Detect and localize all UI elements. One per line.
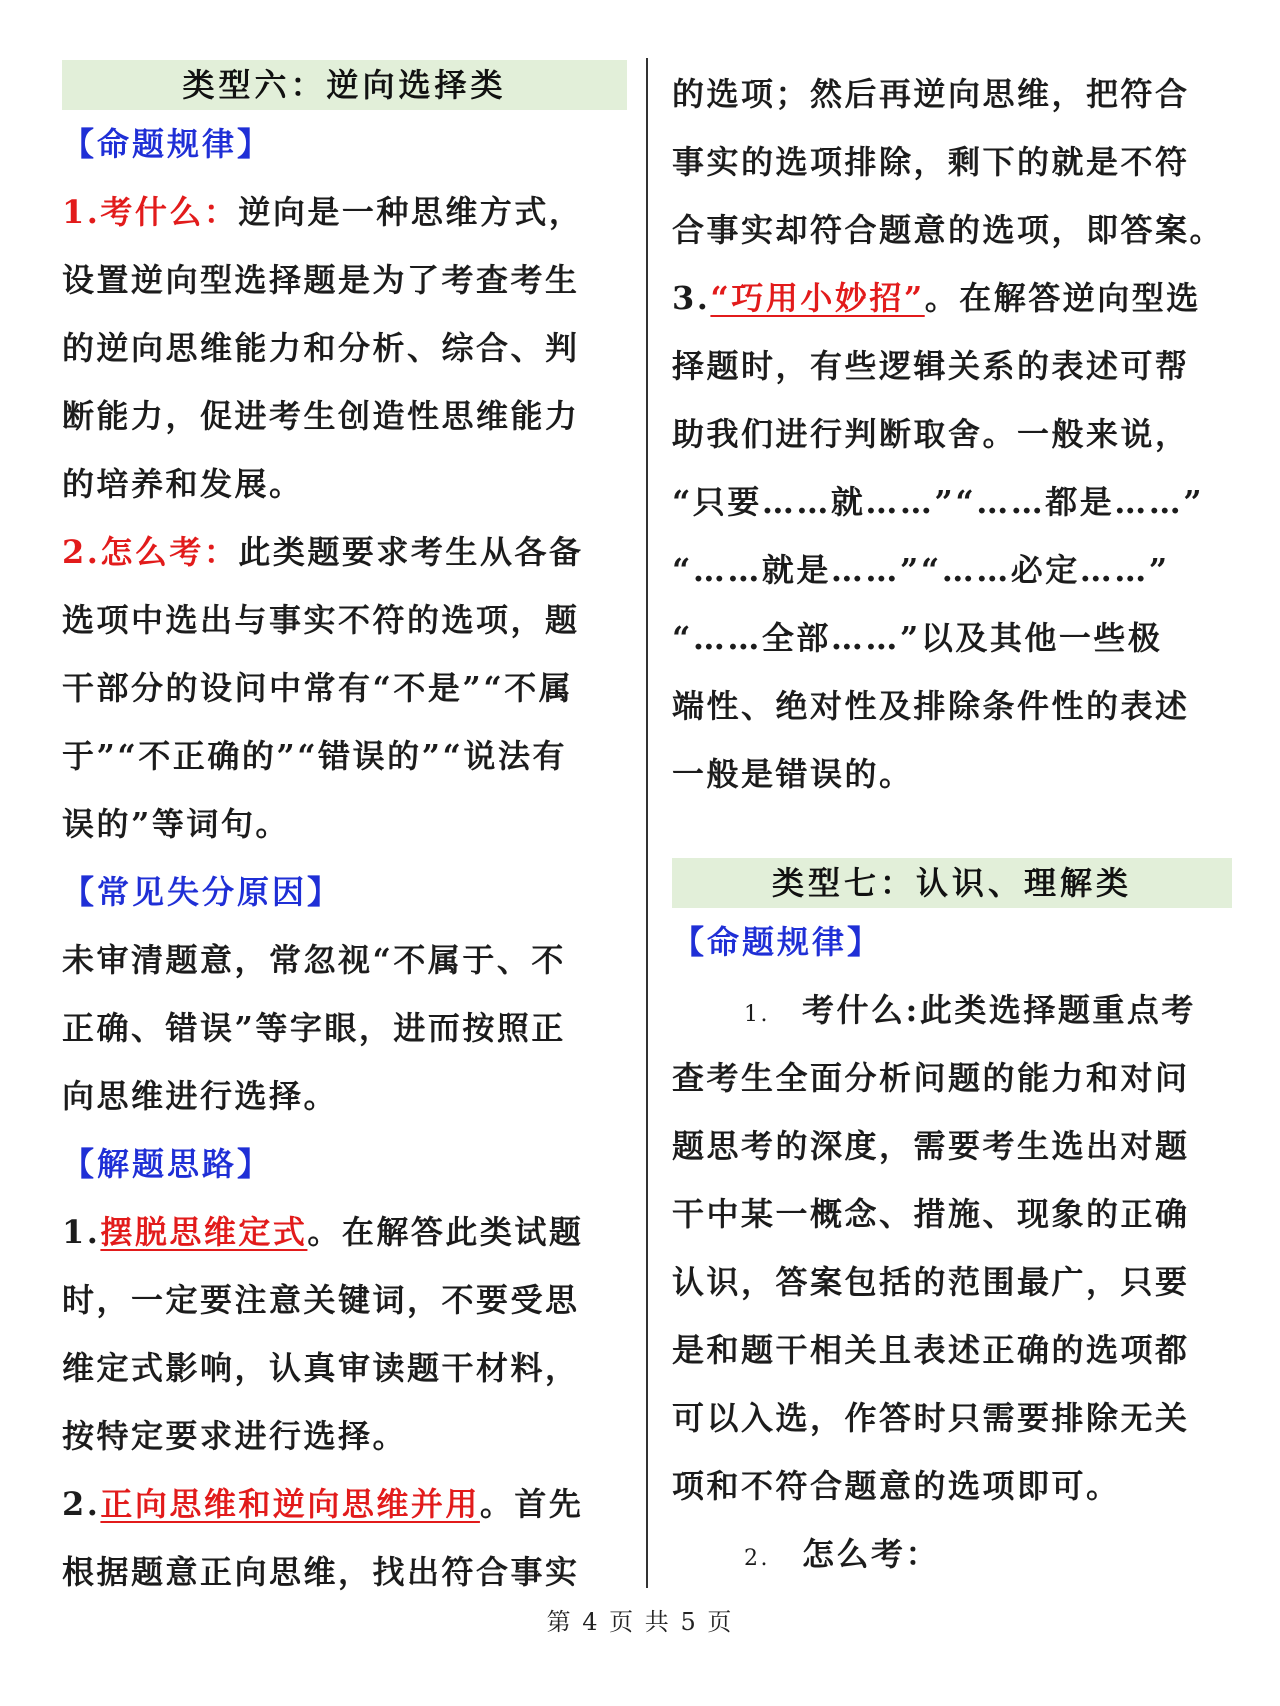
- paragraph-line: [62, 178, 627, 246]
- paragraph-line: [62, 1470, 627, 1538]
- column-divider: [646, 58, 648, 1588]
- left-column: [62, 60, 627, 1606]
- heading-mingti-guilv-2: 【命题规律】: [672, 923, 883, 961]
- text: 。在解答此类试题: [307, 1213, 584, 1251]
- paragraph-line: 根据题意正向思维，找出符合事实: [62, 1553, 580, 1591]
- paragraph-line: “……就是……”“……必定……”: [672, 551, 1170, 589]
- paragraph-line: “……全部……”以及其他一些极: [672, 619, 1163, 657]
- paragraph-line: 是和题干相关且表述正确的选项都: [672, 1331, 1190, 1369]
- list-number: 3.: [672, 279, 711, 317]
- section-banner-type6: 类型六：逆向选择类: [62, 60, 627, 110]
- paragraph-line: 题思考的深度，需要考生选出对题: [672, 1127, 1190, 1165]
- paragraph-line: 正确、错误”等字眼，进而按照正: [62, 1009, 566, 1047]
- paragraph-line: 按特定要求进行选择。: [62, 1417, 408, 1455]
- paragraph-line: 合事实却符合题意的选项，即答案。: [672, 211, 1225, 249]
- text: 此类题要求考生从各备: [238, 533, 584, 571]
- paragraph-line: [62, 518, 627, 586]
- paragraph-line: 于”“不正确的”“错误的”“说法有: [62, 737, 567, 775]
- right-column: [672, 60, 1232, 1588]
- paragraph-line: 向思维进行选择。: [62, 1077, 339, 1115]
- paragraph-line: 可以入选，作答时只需要排除无关: [672, 1399, 1190, 1437]
- key-phrase: 摆脱思维定式: [100, 1213, 308, 1251]
- paragraph-line: 设置逆向型选择题是为了考查考生: [62, 261, 580, 299]
- paragraph-line: 项和不符合题意的选项即可。: [672, 1467, 1121, 1505]
- paragraph-line: 端性、绝对性及排除条件性的表述: [672, 687, 1190, 725]
- section-banner-type7: 类型七：认识、理解类: [672, 858, 1232, 908]
- paragraph-line: 查考生全面分析问题的能力和对问: [672, 1059, 1190, 1097]
- paragraph-line: 的逆向思维能力和分析、综合、判: [62, 329, 580, 367]
- paragraph-line: 的选项；然后再逆向思维，把符合: [672, 75, 1190, 113]
- paragraph-line: 一般是错误的。: [672, 755, 914, 793]
- heading-mingti-guilv: 【命题规律】: [62, 125, 273, 163]
- paragraph-line: “只要……就……”“……都是……”: [672, 483, 1205, 521]
- paragraph-line: 择题时，有些逻辑关系的表述可帮: [672, 347, 1190, 385]
- paragraph-line: 维定式影响，认真审读题干材料，: [62, 1349, 580, 1387]
- paragraph-line: [672, 976, 1232, 1044]
- text: 逆向是一种思维方式，: [238, 193, 584, 231]
- paragraph-line: 选项中选出与事实不符的选项，题: [62, 601, 580, 639]
- heading-shifen-yuanyin: 【常见失分原因】: [62, 873, 343, 911]
- list-number: 2.: [744, 1546, 770, 1571]
- paragraph-line: 的培养和发展。: [62, 465, 304, 503]
- paragraph-line: [62, 1198, 627, 1266]
- paragraph-line: 事实的选项排除，剩下的就是不符: [672, 143, 1190, 181]
- paragraph-line: 断能力，促进考生创造性思维能力: [62, 397, 580, 435]
- spacer: [672, 808, 1232, 858]
- key-phrase: “巧用小妙招”: [710, 279, 925, 317]
- text: 。首先: [479, 1485, 584, 1523]
- list-number: 2.: [62, 1485, 101, 1523]
- heading-jieti-silu: 【解题思路】: [62, 1145, 273, 1183]
- text: 怎么考：: [802, 1535, 941, 1573]
- label-kao-shenme: 1.考什么：: [62, 193, 239, 231]
- list-number: 1.: [62, 1213, 101, 1251]
- page-footer: 第 4 页 共 5 页: [546, 1608, 734, 1636]
- paragraph-line: 时，一定要注意关键词，不要受思: [62, 1281, 580, 1319]
- paragraph-line: 助我们进行判断取舍。一般来说，: [672, 415, 1190, 453]
- text: 考什么:此类选择题重点考: [802, 991, 1196, 1029]
- list-number: 1.: [744, 1002, 770, 1027]
- paragraph-line: 误的”等词句。: [62, 805, 290, 843]
- paragraph-line: 干中某一概念、措施、现象的正确: [672, 1195, 1190, 1233]
- paragraph-line: 认识，答案包括的范围最广，只要: [672, 1263, 1190, 1301]
- text: 。在解答逆向型选: [924, 279, 1201, 317]
- paragraph-line: 未审清题意，常忽视“不属于、不: [62, 941, 566, 979]
- paragraph-line: 干部分的设问中常有“不是”“不属: [62, 669, 574, 707]
- key-phrase: 正向思维和逆向思维并用: [100, 1485, 480, 1523]
- label-zenme-kao: 2.怎么考：: [62, 533, 239, 571]
- paragraph-line: [672, 264, 1232, 332]
- paragraph-line: [672, 1520, 1232, 1588]
